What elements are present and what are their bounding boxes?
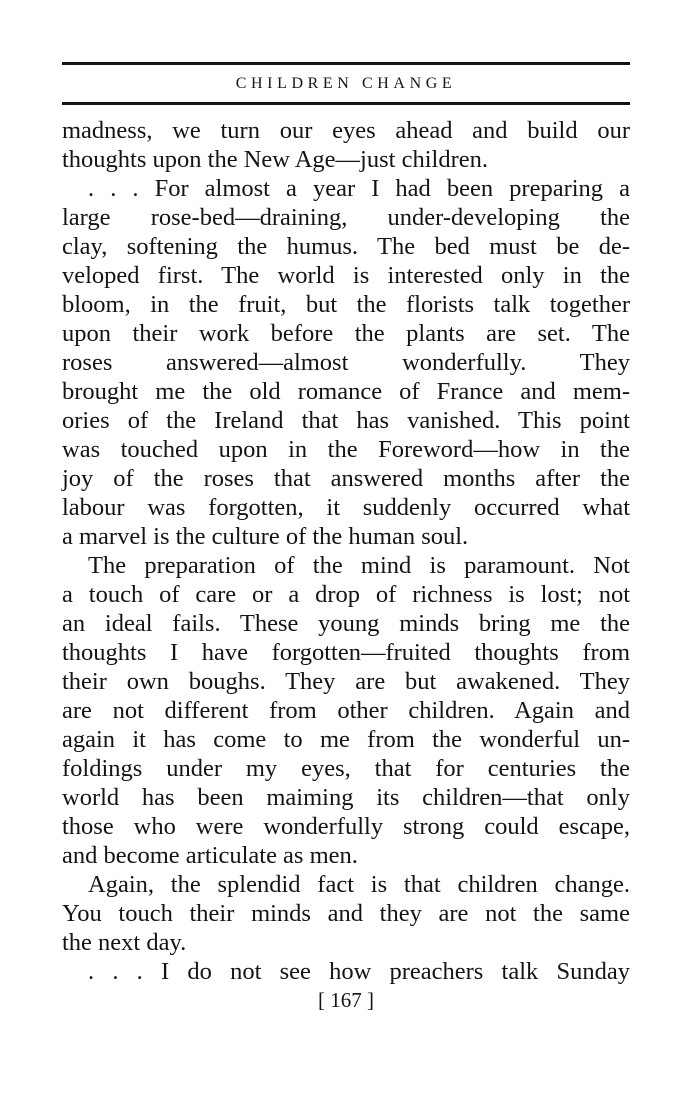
text-line: ories of the Ireland that has vanished. This point — [62, 407, 630, 434]
text-line: veloped first. The world is interested only in the — [62, 262, 630, 289]
text-line: a touch of care or a drop of richness is lost; not — [62, 581, 630, 608]
text-line: labour was forgotten, it suddenly occurred what — [62, 494, 630, 521]
header-rule-bottom — [62, 102, 630, 105]
text-line: an ideal fails. These young minds bring me the — [62, 610, 630, 637]
running-head: CHILDREN CHANGE — [235, 75, 457, 92]
text-line: You touch their minds and they are not the same — [62, 900, 630, 927]
text-line: bloom, in the fruit, but the florists talk together — [62, 291, 630, 318]
text-line: thoughts I have forgotten—fruited thoughts from — [62, 639, 630, 666]
text-line: clay, softening the humus. The bed must be de- — [62, 233, 630, 260]
text-line: a marvel is the culture of the human soul. — [62, 523, 469, 550]
page-number: [ 167 ] — [318, 988, 374, 1012]
text-line: was touched upon in the Foreword—how in the — [62, 436, 630, 463]
text-line: upon their work before the plants are set. The — [62, 320, 630, 347]
text-line: the next day. — [62, 929, 187, 956]
text-line: Again, the splendid fact is that children change. — [88, 871, 630, 898]
text-line: joy of the roses that answered months after the — [62, 465, 630, 492]
text-line: thoughts upon the New Age—just children. — [62, 146, 488, 173]
text-line: . . . For almost a year I had been preparing a — [88, 175, 630, 202]
text-line: . . . I do not see how preachers talk Sunday — [88, 958, 630, 985]
text-line: large rose-bed—draining, under-developing the — [62, 204, 630, 231]
text-line: again it has come to me from the wonderful un- — [62, 726, 630, 753]
text-line: foldings under my eyes, that for centuries the — [62, 755, 630, 782]
text-line: The preparation of the mind is paramount. Not — [88, 552, 630, 579]
text-line: and become articulate as men. — [62, 842, 358, 869]
header-rule-top — [62, 62, 630, 65]
text-line: madness, we turn our eyes ahead and build our — [62, 117, 630, 144]
text-line: those who were wonderfully strong could escape, — [62, 813, 630, 840]
text-line: are not different from other children. Again and — [62, 697, 630, 724]
body-text — [62, 116, 630, 986]
text-line: brought me the old romance of France and mem- — [62, 378, 630, 405]
text-line: world has been maiming its children—that only — [62, 784, 630, 811]
text-line: roses answered—almost wonderfully. They — [62, 349, 630, 376]
text-line: their own boughs. They are but awakened. They — [62, 668, 630, 695]
